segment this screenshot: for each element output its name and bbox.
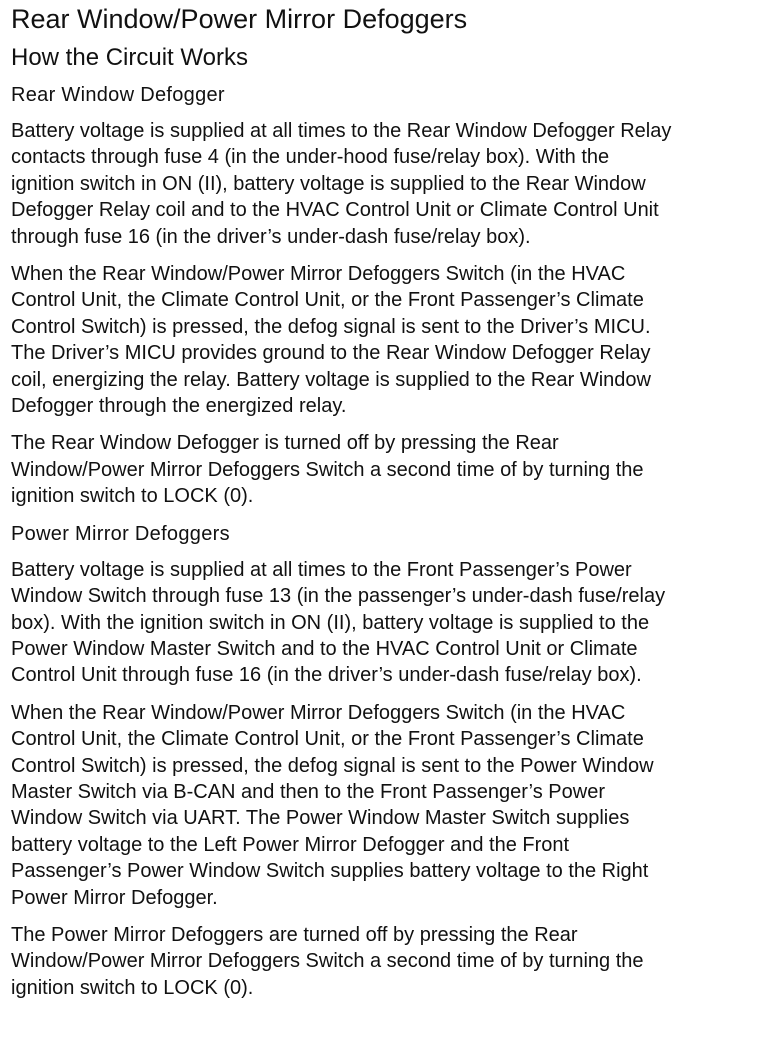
paragraph-line: box). With the ignition switch in ON (II), battery voltage is supplied to the bbox=[11, 611, 650, 634]
paragraph-line: The Driver’s MICU provides ground to the Rear Window Defogger Relay bbox=[11, 342, 651, 365]
section bbox=[11, 82, 760, 510]
paragraph-line: Control Unit through fuse 16 (in the driver’s under-dash fuse/relay box). bbox=[11, 664, 642, 687]
paragraph bbox=[11, 118, 756, 250]
paragraph-line: Master Switch via B-CAN and then to the Front Passenger’s Power bbox=[11, 780, 605, 803]
paragraph-line: ignition switch to LOCK (0). bbox=[11, 976, 254, 999]
paragraph-line: When the Rear Window/Power Mirror Defoggers Switch (in the HVAC bbox=[11, 263, 626, 286]
paragraph-line: Defogger through the energized relay. bbox=[11, 395, 347, 418]
paragraph-line: Battery voltage is supplied at all times to the Rear Window Defogger Relay bbox=[11, 120, 672, 142]
section bbox=[11, 521, 760, 1002]
paragraph-line: When the Rear Window/Power Mirror Defoggers Switch (in the HVAC bbox=[11, 701, 626, 724]
paragraph bbox=[11, 557, 756, 689]
paragraph-line: Power Mirror Defogger. bbox=[11, 886, 218, 909]
paragraph-line: Power Window Master Switch and to the HVAC Control Unit or Climate bbox=[11, 637, 638, 660]
paragraph-line: The Rear Window Defogger is turned off by pressing the Rear bbox=[11, 432, 559, 455]
paragraph-line: Control Switch) is pressed, the defog signal is sent to the Power Window bbox=[11, 754, 654, 777]
paragraph bbox=[11, 700, 756, 911]
paragraph-line: Window/Power Mirror Defoggers Switch a second time of by turning the bbox=[11, 458, 644, 481]
paragraph-line: Control Unit, the Climate Control Unit, or the Front Passenger’s Climate bbox=[11, 289, 644, 312]
paragraph bbox=[11, 430, 756, 509]
paragraph bbox=[11, 922, 756, 1001]
paragraph-line: Window Switch via UART. The Power Window Master Switch supplies bbox=[11, 807, 630, 830]
paragraph-line: Battery voltage is supplied at all times to the Front Passenger’s Power bbox=[11, 558, 632, 581]
paragraph-line: Passenger’s Power Window Switch supplies battery voltage to the Right bbox=[11, 860, 649, 883]
paragraph-line: ignition switch in ON (II), battery voltage is supplied to the Rear Window bbox=[11, 172, 646, 195]
paragraph-line: ignition switch to LOCK (0). bbox=[11, 485, 254, 508]
paragraph-line: The Power Mirror Defoggers are turned off by pressing the Rear bbox=[11, 923, 578, 946]
document-body bbox=[11, 82, 760, 1001]
paragraph-line: contacts through fuse 4 (in the under-hood fuse/relay box). With the bbox=[11, 146, 610, 169]
paragraph-line: Control Switch) is pressed, the defog signal is sent to the Driver’s MICU. bbox=[11, 315, 651, 338]
paragraph-line: Window Switch through fuse 13 (in the passenger’s under-dash fuse/relay bbox=[11, 585, 666, 608]
paragraph-line: Window/Power Mirror Defoggers Switch a second time of by turning the bbox=[11, 950, 644, 973]
paragraph-line: coil, energizing the relay. Battery voltage is supplied to the Rear Window bbox=[11, 368, 651, 391]
paragraph-line: battery voltage to the Left Power Mirror Defogger and the Front bbox=[11, 833, 570, 856]
section-title: How the Circuit Works bbox=[11, 44, 248, 71]
paragraph-line: through fuse 16 (in the driver’s under-dash fuse/relay box). bbox=[11, 225, 531, 248]
section-heading: Power Mirror Defoggers bbox=[11, 522, 230, 545]
paragraph-line: Control Unit, the Climate Control Unit, or the Front Passenger’s Climate bbox=[11, 728, 644, 751]
paragraph-line: Defogger Relay coil and to the HVAC Control Unit or Climate Control Unit bbox=[11, 199, 659, 222]
section-heading: Rear Window Defogger bbox=[11, 84, 225, 106]
page-title: Rear Window/Power Mirror Defoggers bbox=[11, 4, 468, 34]
paragraph bbox=[11, 261, 756, 419]
